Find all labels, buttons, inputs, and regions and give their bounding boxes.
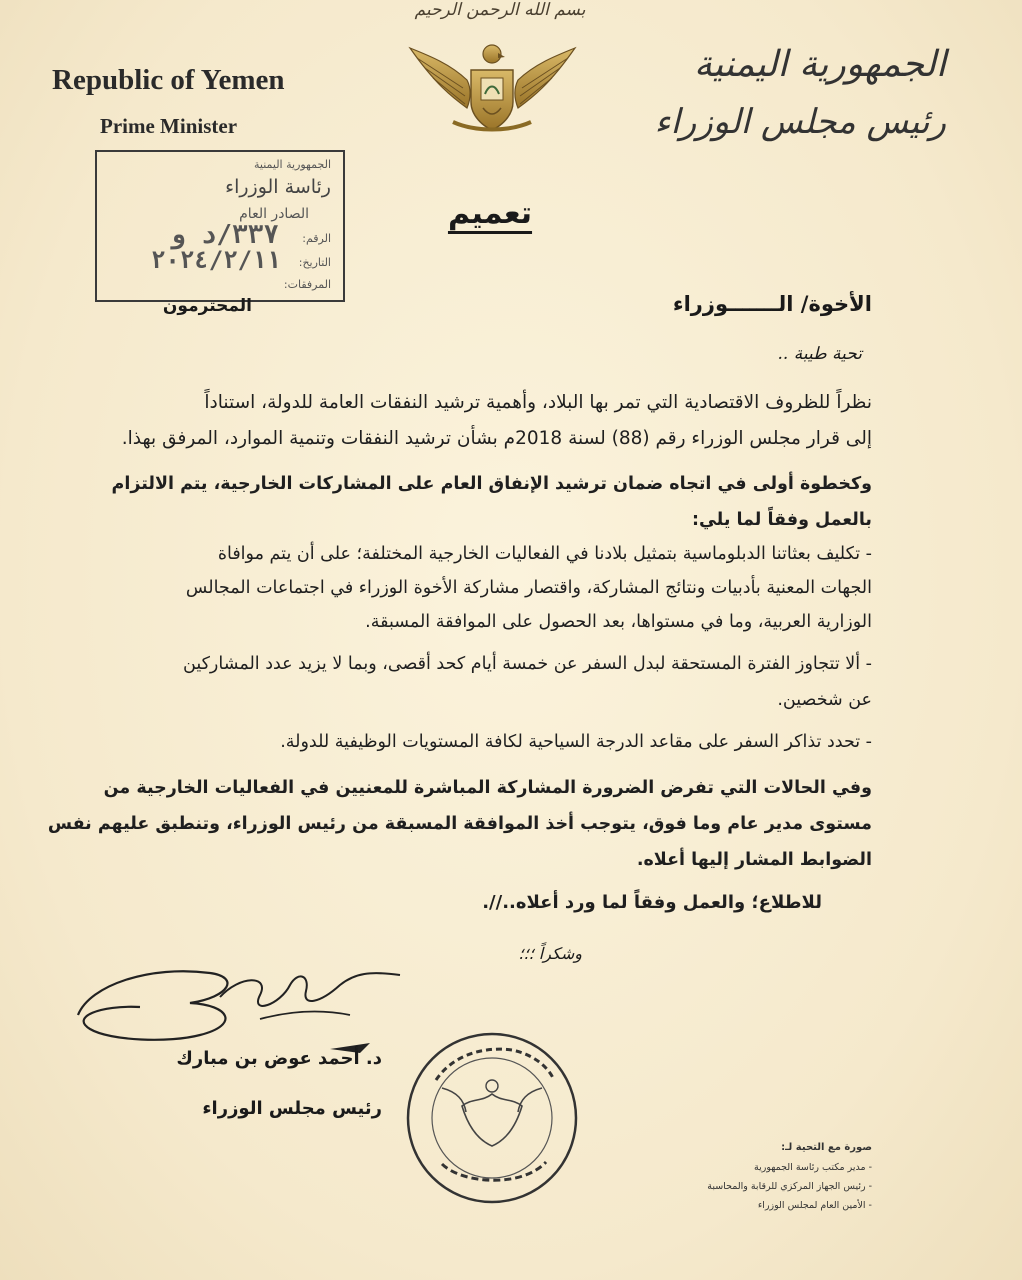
registry-attachments-label: المرفقات: bbox=[283, 278, 331, 291]
registry-date-value: ٢٠٢٤/٢/١١ bbox=[150, 246, 281, 274]
paragraph-2-line: بالعمل وفقاً لما يلي: bbox=[691, 510, 872, 530]
header-arabic-title: الجمهورية اليمنية bbox=[693, 44, 946, 85]
signatory-title: رئيس مجلس الوزراء bbox=[202, 1098, 382, 1119]
bismillah: بسم الله الرحمن الرحيم bbox=[414, 0, 586, 20]
closing-line: للاطلاع؛ والعمل وفقاً لما ورد أعلاه..//. bbox=[482, 892, 822, 913]
thanks: وشكراً ؛؛؛ bbox=[518, 944, 582, 963]
bullet-3-line: - تحدد تذاكر السفر على مقاعد الدرجة السياحية لكافة المستويات الوظيفية للدولة. bbox=[280, 732, 872, 752]
registry-line2: رئاسة الوزراء bbox=[225, 176, 331, 198]
cc-heading: صورة مع التحية لـ: bbox=[781, 1142, 872, 1153]
registry-stamp bbox=[95, 150, 345, 302]
eagle-emblem-icon bbox=[405, 36, 580, 136]
paragraph-3-line: الضوابط المشار إليها أعلاه. bbox=[636, 850, 872, 870]
honorific: المحترمون bbox=[162, 296, 252, 316]
cc-item: - مدير مكتب رئاسة الجمهورية bbox=[754, 1162, 872, 1173]
official-seal bbox=[402, 1028, 582, 1208]
bullet-1-line: الجهات المعنية بأدبيات ونتائج المشاركة، واقتصار مشاركة الأخوة الوزراء في اجتماعات المجالس bbox=[185, 578, 872, 598]
registry-number-value: ٣٣٧/د و bbox=[169, 220, 279, 250]
paragraph-1-line: نظراً للظروف الاقتصادية التي تمر بها البلاد، وأهمية ترشيد النفقات العامة للدولة، استناداً bbox=[204, 392, 872, 413]
document-title: تعميم bbox=[447, 196, 533, 231]
addressee: الأخوة/ الـــــــوزراء bbox=[672, 292, 872, 316]
registry-line1: الجمهورية اليمنية bbox=[253, 158, 331, 171]
header-english-subtitle: Prime Minister bbox=[100, 114, 238, 138]
bullet-2-line: - ألا تتجاوز الفترة المستحقة لبدل السفر عن خمسة أيام كحد أقصى، وبما لا يزيد عدد المشاركين bbox=[183, 654, 872, 674]
registry-number-label: الرقم: bbox=[302, 232, 331, 245]
bullet-1-line: - تكليف بعثاتنا الدبلوماسية بتمثيل بلادنا في الفعاليات الخارجية المختلفة؛ على أن يتم موافاة bbox=[217, 544, 872, 564]
signatory-name: د. أحمد عوض بن مبارك bbox=[176, 1048, 382, 1069]
cc-item: - الأمين العام لمجلس الوزراء bbox=[757, 1200, 872, 1211]
paragraph-3-line: مستوى مدير عام وما فوق، يتوجب أخذ الموافقة المسبقة من رئيس الوزراء، وتنطبق عليهم نفس bbox=[47, 814, 872, 834]
registry-date-label: التاريخ: bbox=[298, 256, 331, 269]
handwritten-signature bbox=[70, 945, 410, 1065]
paragraph-2-line: وكخطوة أولى في اتجاه ضمان ترشيد الإنفاق العام على المشاركات الخارجية، يتم الالتزام bbox=[111, 474, 872, 494]
header-arabic-subtitle: رئيس مجلس الوزراء bbox=[654, 102, 946, 142]
greeting: تحية طيبة .. bbox=[777, 344, 862, 364]
bullet-1-line: الوزارية العربية، وما في مستواها، بعد الحصول على الموافقة المسبقة. bbox=[365, 612, 872, 632]
paragraph-1-line: إلى قرار مجلس الوزراء رقم (88) لسنة 2018م بشأن ترشيد النفقات وتنمية الموارد، المرفق بهذا. bbox=[121, 428, 872, 449]
cc-item: - رئيس الجهاز المركزي للرقابة والمحاسبة bbox=[707, 1181, 872, 1192]
paragraph-3-line: وفي الحالات التي تفرض الضرورة المشاركة المباشرة للمعنيين في الفعاليات الخارجية من bbox=[103, 778, 872, 798]
bullet-2-line: عن شخصين. bbox=[777, 690, 872, 710]
header-english-title: Republic of Yemen bbox=[52, 64, 285, 96]
registry-line3: الصادر العام bbox=[239, 206, 309, 222]
